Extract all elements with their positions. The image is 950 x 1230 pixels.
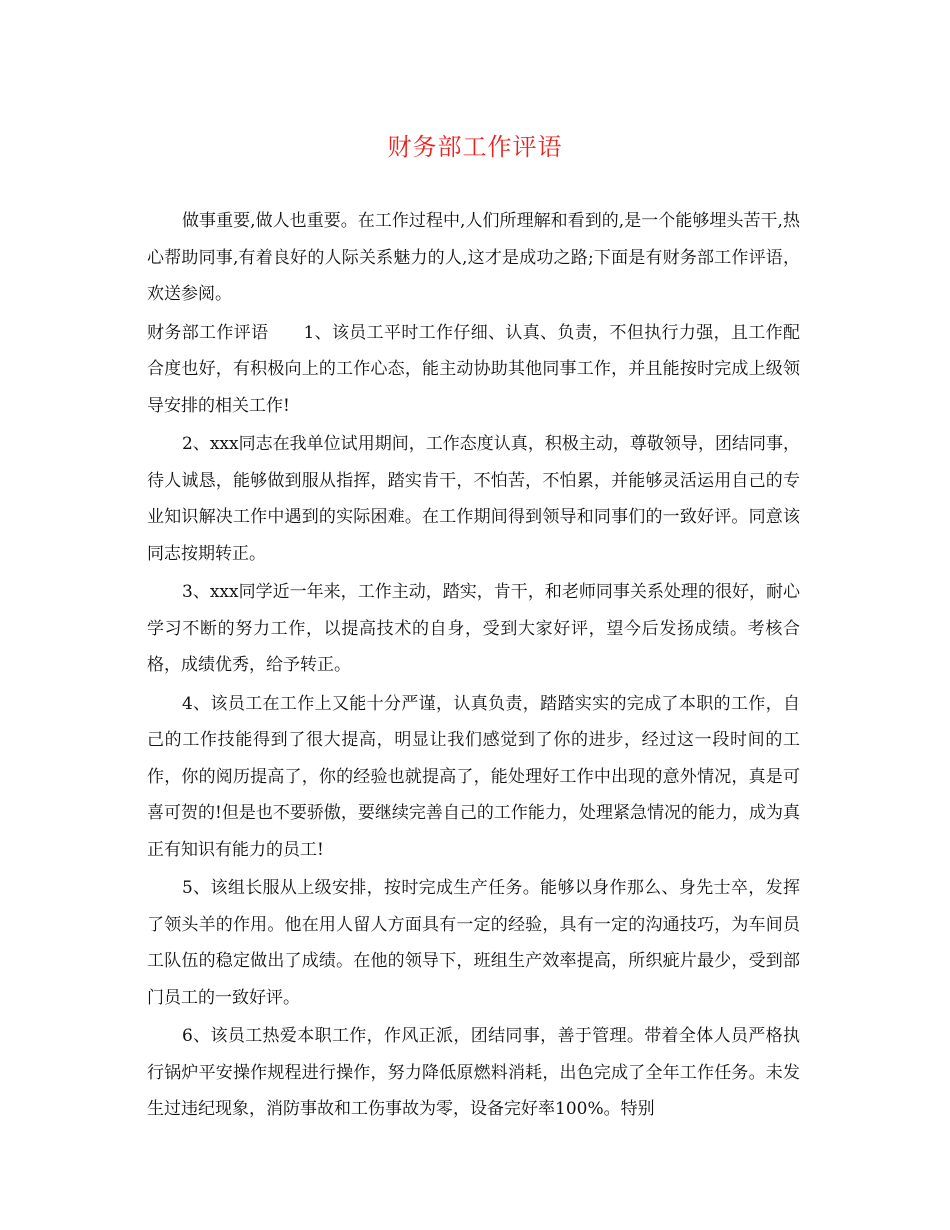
paragraph-5: 5、该组长服从上级安排，按时完成生产任务。能够以身作那么、身先士卒，发挥了领头羊的作用。他在用人留人方面具有一定的经验，具有一定的沟通技巧，为车间员工队伍的稳定做出了成绩。在他的领导下，班组生产效率提高，所织疵片最少，受到部门员工的一致好评。 (147, 878, 800, 1008)
document-body (147, 203, 800, 1130)
paragraph-6: 6、该员工热爱本职工作，作风正派，团结同事，善于管理。带着全体人员严格执行锅炉平安操作规程进行操作，努力降低原燃料消耗，出色完成了全年工作任务。未发生过违纪现象，消防事故和工伤事故为零，设备完好率100%。特别 (147, 1026, 800, 1119)
document-title: 财务部工作评语 (387, 133, 563, 161)
paragraph-3: 3、xxx同学近一年来，工作主动，踏实，肯干，和老师同事关系处理的很好，耐心学习不断的努力工作，以提高技术的自身，受到大家好评，望今后发扬成绩。考核合格，成绩优秀，给予转正。 (147, 582, 800, 675)
paragraph-4: 4、该员工在工作上又能十分严谨，认真负责，踏踏实实的完成了本职的工作，自己的工作技能得到了很大提高，明显让我们感觉到了你的进步，经过这一段时间的工作，你的阅历提高了，你的经验也就提高了，能处理好工作中出现的意外情况，真是可喜可贺的!但是也不要骄傲，要继续完善自己的工作能力，处理紧急情况的能力，成为真正有知识有能力的员工! (147, 693, 800, 860)
paragraph-1-text: 1、该员工平时工作仔细、认真、负责，不但执行力强，且工作配合度也好，有积极向上的工作心态，能主动协助其他同事工作，并且能按时完成上级领导安排的相关工作! (147, 322, 800, 416)
intro-paragraph: 做事重要,做人也重要。在工作过程中,人们所理解和看到的,是一个能够埋头苦干,热心帮助同事,有着良好的人际关系魅力的人,这才是成功之路;下面是有财务部工作评语，欢送参阅。 (147, 211, 800, 304)
paragraph-2: 2、xxx同志在我单位试用期间，工作态度认真，积极主动，尊敬领导，团结同事，待人诚恳，能够做到服从指挥，踏实肯干，不怕苦，不怕累，并能够灵活运用自己的专业知识解决工作中遇到的实际困难。在工作期间得到领导和同事们的一致好评。同意该同志按期转正。 (147, 434, 800, 564)
section-paragraph-1 (147, 315, 800, 425)
section-label: 财务部工作评语 (147, 322, 269, 343)
